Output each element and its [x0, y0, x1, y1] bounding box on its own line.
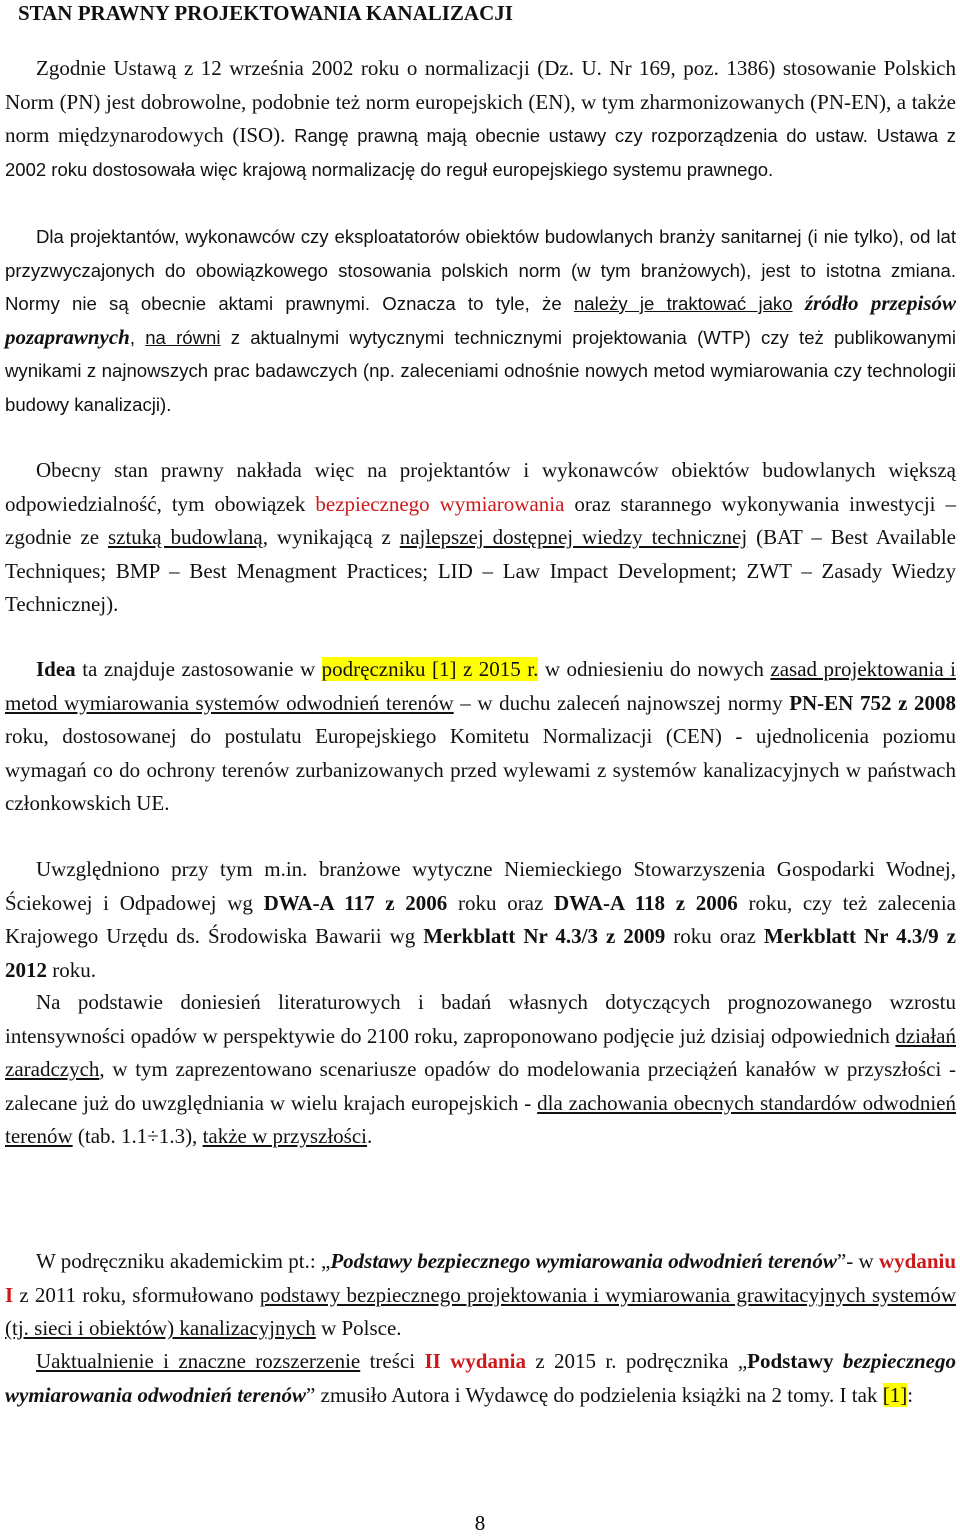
text: w Polsce. — [315, 1316, 402, 1340]
text: zasad projektowania i metod wymiarowania systemów odwodnień terenów — [5, 657, 956, 715]
text: ta znajduje zastosowanie w — [75, 657, 322, 681]
text: źródło przepisów pozaprawnych — [5, 291, 957, 349]
text: , wynikającą z — [262, 525, 400, 549]
text: działań zaradczych — [5, 1023, 956, 1081]
text: najlepszej dostępnej wiedzy technicznej — [399, 525, 748, 549]
text: Obecny stan prawny nakłada więc na projektantów i wykonawców obiektów budowlanych większą odpowiedzialność, tym obowiązek — [5, 458, 956, 516]
text: . — [367, 1124, 373, 1148]
text: z 2011 roku, sformułowano — [13, 1282, 260, 1307]
paragraph-designers — [5, 220, 956, 421]
text: – w duchu zaleceń najnowszej normy — [453, 690, 790, 715]
text: w odniesieniu do nowych — [538, 657, 771, 681]
text: wydaniu I — [5, 1249, 957, 1307]
text: także w przyszłości — [202, 1124, 367, 1148]
paragraph-first-edition — [5, 1245, 956, 1346]
reference-link[interactable]: [1] — [882, 1382, 908, 1407]
text: należy je traktować jako — [573, 293, 793, 314]
text: roku, czy też zalecenia Krajowego Urzędu ds. Środowiska Bawarii wg — [5, 890, 956, 948]
paragraph-forecast — [5, 986, 956, 1154]
text: bezpiecznego wymiarowania odwodnień terenów — [5, 1349, 956, 1407]
text: z aktualnymi wytycznymi technicznymi projektowania (WTP) czy też publikowanymi wynikami z najnowszych prac badawczych (np. zaleceniami odnośnie nowych metod wymiarowania czy technologii budowy kanalizacji). — [5, 326, 956, 415]
text: PN-EN 752 z 2008 — [789, 690, 956, 715]
text — [285, 123, 294, 147]
text: dla zachowania obecnych standardów odwodnień terenów — [5, 1090, 956, 1148]
text: Podstawy — [747, 1349, 834, 1373]
paragraph-guidelines — [5, 853, 956, 987]
text: (tab. 1.1÷1.3), — [72, 1124, 203, 1148]
text: sztuką budowlaną — [107, 525, 263, 549]
text: Na podstawie doniesień literaturowych i badań własnych dotyczących prognozowanego wzrostu intensywności opadów w perspektywie do 2100 roku, zaproponowano podjęcie już dzisiaj odpowiednich — [5, 990, 956, 1048]
paragraph-legal-status — [5, 52, 956, 186]
text: II wydania — [424, 1349, 526, 1373]
text: Zgodnie Ustawą z 12 września 2002 roku o normalizacji (Dz. U. Nr 169, poz. 1386) stosowanie Polskich Norm (PN) jest dobrowolne, podobnie też norm europejskich (EN), w tym zharmonizowanych (PN-EN), a także norm międzynarodowych (ISO). — [5, 56, 956, 147]
text: roku. — [47, 957, 96, 982]
text: Idea — [36, 657, 76, 681]
text: Merkblatt Nr 4.3/9 z 2012 — [5, 924, 956, 982]
text: Podstawy bezpiecznego wymiarowania odwodnień terenów — [330, 1249, 837, 1273]
text: z 2015 r. podręcznika „ — [526, 1349, 748, 1373]
text: podstawy bezpiecznego projektowania i wymiarowania grawitacyjnych systemów (tj. sieci i obiektów) kanalizacyjnych — [5, 1282, 956, 1340]
text: , w tym zaprezentowano scenariusze opadów do modelowania przeciążeń kanałów w przyszłości - zalecane już do uwzględniania w wielu krajach europejskich - — [5, 1057, 956, 1115]
paragraph-idea — [5, 653, 956, 821]
text: roku oraz — [665, 924, 764, 948]
text: Uaktualnienie i znaczne rozszerzenie — [36, 1349, 361, 1373]
text: W podręczniku akademickim pt.: „ — [36, 1249, 331, 1273]
paragraph-current-law — [5, 454, 956, 622]
text: roku oraz — [447, 890, 555, 915]
text: na równi — [145, 326, 221, 348]
section-heading: STAN PRAWNY PROJEKTOWANIA KANALIZACJI — [18, 1, 513, 25]
text: Rangę prawną mają obecnie ustawy czy rozporządzenia do ustaw. Ustawa z 2002 roku dostosowała więc krajową normalizację do reguł europejskiego systemu prawnego. — [5, 125, 957, 180]
text: podręczniku [1] z 2015 r. — [321, 657, 539, 681]
text: DWA-A 118 z 2006 — [554, 890, 738, 915]
paragraph-second-edition — [5, 1345, 956, 1412]
text: Dla projektantów, wykonawców czy eksploatatorów obiektów budowlanych branży sanitarnej (i nie tylko), od lat przyzwyczajonych do obowiązkowego stosowania polskich norm (w tym branżowych), jest to istotna zmiana. Normy nie są obecnie aktami prawnymi. — [5, 226, 956, 314]
text: ”- w — [836, 1249, 879, 1273]
text: (BAT – Best Available Techniques; BMP – Best Menagment Practices; LID – Law Impact Development; ZWT – Zasady Wiedzy Technicznej). — [5, 525, 956, 616]
text: DWA-A 117 z 2006 — [263, 890, 448, 915]
text: ” zmusiło Autora i Wydawcę do podzielenia książki na 2 tomy. I tak — [306, 1382, 883, 1407]
text: roku, dostosowanej do postulatu Europejskiego Komitetu Normalizacji (CEN) - ujednolicenia poziomu wymagań co do ochrony terenów zurbanizowanych przed wylewami z systemów kanalizacyjnych w państwach członkowskich UE. — [5, 724, 956, 815]
text: : — [907, 1382, 914, 1407]
text — [793, 293, 805, 314]
text: bezpiecznego wymiarowania — [315, 491, 565, 516]
text: Merkblatt Nr 4.3/3 z 2009 — [423, 924, 666, 948]
text: , — [129, 326, 146, 348]
page-number: 8 — [474, 1511, 486, 1535]
text — [833, 1349, 842, 1373]
text: treści — [360, 1349, 425, 1373]
text: Uwzględniono przy tym m.in. branżowe wytyczne Niemieckiego Stowarzyszenia Gospodarki Wodnej, Ściekowej i Odpadowej wg — [5, 857, 956, 915]
text: oraz starannego wykonywania inwestycji – zgodnie ze — [5, 491, 956, 549]
text: Oznacza to tyle, że — [370, 293, 574, 314]
